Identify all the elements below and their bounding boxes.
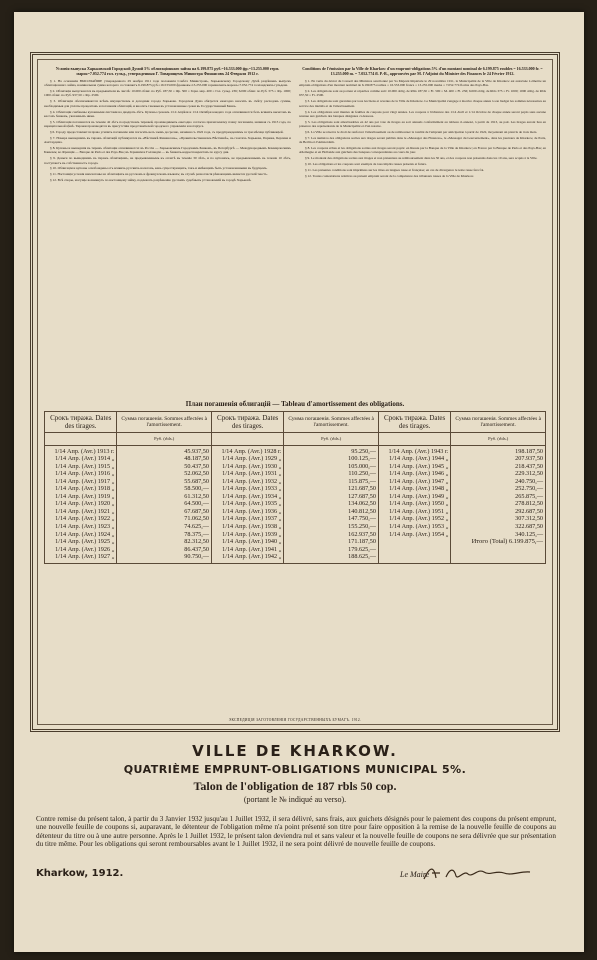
tirage-date: 1/14 Апр. (Avr.) 1950 „ — [389, 500, 449, 508]
russian-conditions — [44, 66, 291, 396]
tirage-date: 1/14 Апр. (Avr.) 1946 „ — [389, 470, 449, 478]
tirage-date: 1/14 Апр. (Avr.) 1928 г. — [221, 447, 282, 455]
tirage-date: 1/14 Апр. (Avr.) 1938 „ — [222, 523, 282, 531]
paragraph: § 5. Облигаціи погашаются въ теченіе 42 лѣтъ посредствомъ тиражей, производимыхъ ежегодно согласно прилагаемому плану погашенія, начиная съ 1913 года, по нарицательной цѣнѣ. Тиражи производятся въ присутствіи представителей городского управленія и нотаріуса. — [44, 119, 291, 129]
amortization-sum: 292.687,50 — [515, 507, 543, 515]
tirage-date: 1/14 Апр. (Avr.) 1921 „ — [55, 507, 115, 515]
tirage-date: 1/14 Апр. (Avr.) 1935 „ — [222, 500, 282, 508]
conditions-inner-frame — [37, 59, 553, 725]
tirage-date: 1/14 Апр. (Avr.) 1934 „ — [222, 492, 282, 500]
amortization-sum: 134.062,50 — [348, 500, 376, 508]
paragraph: § 11. Настоящія условія напечатаны на облигаціяхъ на русскомъ и французскомъ языкахъ; въ случаѣ разногласія рѣшающимъ является русскій текстъ. — [50, 172, 268, 177]
paragraph: § 7. Номера вышедшихъ въ тиражъ облигацій публикуются въ «Вѣстникѣ Финансовъ», «Правительственномъ Вѣстникѣ», въ газетахъ Харькова, Парижа, Берлина и Амстердама. — [44, 135, 291, 145]
paragraph: § 7. Les numéros des obligations sorties aux tirages seront publiés dans le «Messager des Finances», le «Messager du Gouvernement», dans les journaux de Kharkow, de Paris, de Berlin et d'Amsterdam. — [299, 135, 546, 145]
date-header-3: Срокъ тиража. Dates des tirages. — [378, 412, 450, 433]
tirage-date: 1/14 Апр. (Avr.) 1913 г. — [54, 447, 115, 455]
amortization-table-title: План погашенія облигацій — Tableau d'amortissement des obligations. — [185, 400, 405, 408]
amortization-sum: 61.312,50 — [184, 492, 209, 500]
talon-title-block — [30, 742, 560, 804]
amortization-sum: 67.687,50 — [184, 507, 209, 515]
tirage-date: 1/14 Апр. (Avr.) 1924 „ — [55, 530, 115, 538]
amortization-sum: 252.750,— — [515, 485, 543, 493]
amortization-sum: 48.187,50 — [184, 455, 209, 463]
tirage-date: 1/14 Апр. (Avr.) 1916 „ — [55, 470, 115, 478]
french-conditions-body — [299, 79, 546, 178]
sums-block-3-list — [453, 448, 543, 539]
unit-spacer-1 — [45, 433, 117, 446]
tirage-date: 1/14 Апр. (Avr.) 1930 „ — [222, 462, 282, 470]
tirage-date: 1/14 Апр. (Avr.) 1943 г. — [388, 447, 449, 455]
french-conditions — [299, 66, 546, 396]
paragraph: § 12. Всѣ споры, могущіе возникнуть по настоящему займу, подлежатъ разрѣшенію русскихъ судебныхъ установленій въ городѣ Харьковѣ. — [50, 178, 252, 183]
mayor-signature-icon — [420, 862, 535, 884]
amortization-sum: 127.687,50 — [348, 492, 376, 500]
years-block-3 — [378, 445, 450, 563]
tirage-date: 1/14 Апр. (Avr.) 1942 „ — [222, 553, 282, 561]
place-date: Kharkow, 1912. — [36, 868, 124, 879]
talon-title: Talon de l'obligation de 187 rbls 50 cop. — [193, 779, 397, 793]
amortization-sum: 155.250,— — [348, 523, 376, 531]
amortization-sum: 82.312,50 — [184, 538, 209, 546]
amortization-sum: 45.937,50 — [184, 447, 209, 455]
amortization-sum: 198.187,50 — [515, 447, 543, 455]
sum-header-2: Сумма погашенія. Sommes affectées à l'amortissement. — [284, 412, 379, 433]
amortization-sum: 55.687,50 — [184, 477, 209, 485]
unit-label-1: Руб. (rbls.) — [117, 433, 212, 446]
sum-header-3: Сумма погашенія. Sommes affectées à l'amortissement. — [451, 412, 546, 433]
amortization-header-row — [45, 412, 546, 433]
amortization-sum: 240.750,— — [515, 477, 543, 485]
tirage-date: 1/14 Апр. (Avr.) 1929 „ — [222, 455, 282, 463]
russian-conditions-header: Условія выпуска Харьковской Городской Думой 5% облигаціоннаго займа на 6.199.875 руб.=16.533.000 фр.=13.255.000 герм. марок=7.052.774 гол. гульд., утвержденныя Г. Товарищемъ Министра Финансовъ 24 Февраля 1912 г. — [55, 66, 280, 76]
tirage-date: 1/14 Апр. (Avr.) 1925 „ — [55, 538, 115, 546]
paragraph: § 5. Les obligations sont amortissables en 42 ans par voie de tirages au sort annuels conformément au tableau ci-annexé, à partir de 1913, au pair. Les tirages auront lieu en présence des représentants de la Municipalité et d'un notaire. — [299, 119, 546, 129]
amortization-sum: 52.062,50 — [184, 470, 209, 478]
tirage-date: 1/14 Апр. (Avr.) 1945 „ — [389, 462, 449, 470]
amortization-sum: 121.687,50 — [348, 485, 376, 493]
years-block-2 — [211, 445, 283, 563]
tirage-date: 1/14 Апр. (Avr.) 1937 „ — [222, 515, 282, 523]
tirage-date: 1/14 Апр. (Avr.) 1936 „ — [222, 507, 282, 515]
signature-label: Le Maire — [400, 870, 430, 879]
paragraph: § 1. На основаніи ВЫСОЧАЙШЕ утвержденнаго 29 ноября 1911 года положенія Совѣта Министровъ, Харьковскому Городскому Думѣ разрѣшенъ выпускъ облигаціоннаго займа, номинальная сумма котораго составляетъ 6.199.875 руб.=16.533.000 франковъ=13.255.000 германскихъ марокъ=7.052.774 голландскихъ гульдена. — [44, 79, 291, 88]
amortization-sum: 115.875,— — [348, 477, 376, 485]
paragraph: § 11. Les présentes conditions sont imprimées sur les titres en langues russe et française; en cas de divergence le texte russe fera foi. — [305, 167, 485, 172]
paragraph: § 8. Купоны и вышедшія въ тиражъ облигаціи оплачиваются: въ Россіи — Харьковскимъ Городскимъ Банкомъ, въ Петербургѣ — Международнымъ Коммерческимъ Банкомъ; во Франціи — Banque de Paris et des Pays-Bas; въ Германіи и Голландіи — въ банкахъ-корреспондентахъ по курсу дня. — [44, 146, 291, 155]
paragraph: § 3. Les obligations sont garanties par tous les biens et revenus de la Ville de Kharkow. La Municipalité s'engage à inscrire chaque année à son budget les sommes nécessaires au service des intérêts et de l'amortissement. — [299, 99, 546, 108]
amortization-sum: 86.437,50 — [184, 545, 209, 553]
paragraph: § 12. Toutes contestations relatives au présent emprunt seront de la compétence des tribunaux russes de la Ville de Kharkow. — [305, 173, 474, 178]
amortization-sum: 50.437,50 — [184, 462, 209, 470]
tirage-date: 1/14 Апр. (Avr.) 1947 „ — [389, 477, 449, 485]
conditions-columns — [44, 66, 546, 396]
paragraph: § 2. Облигаціи выпускаются въ предъявителя въ числѣ: 10.000 облиг. по Руб. 187,50 = Фр. 500 = Герм. мар. 400 = Гол. гульд. 236; 6.000 облиг. по Руб. 375 = Фр. 1000; 1000 облиг. по Руб. 937,50 = Фр. 2500. — [44, 89, 291, 98]
tirage-date: 1/14 Апр. (Avr.) 1948 „ — [389, 485, 449, 493]
tirage-date: 1/14 Апр. (Avr.) 1949 „ — [389, 492, 449, 500]
total-value: 6.199.875,— — [508, 538, 543, 546]
paragraph: § 4. Les obligations sont munies de feuilles de coupons pour vingt années. Les coupons à l'échéance des 1/14 Avril et 1/14 Octobre de chaque année seront payés sans aucune retenue aux guichets des banques désignées ci-dessous. — [299, 109, 546, 118]
paragraph: § 10. Les obligations et les coupons sont exempts de tous impôts russes présents et futurs. — [305, 162, 427, 167]
tirage-date: 1/14 Апр. (Avr.) 1914 „ — [55, 455, 115, 463]
emprunt-subtitle: QUATRIÈME EMPRUNT-OBLIGATIONS MUNICIPAL 5%. — [123, 763, 467, 776]
sums-block-3 — [451, 445, 546, 563]
printer-imprint: ЭКСПЕДИЦІЯ ЗАГОТОВЛЕНІЯ ГОСУДАРСТВЕННЫХЪ БУМАГЪ. 1912. — [228, 718, 362, 722]
date-header-1: Срокъ тиража. Dates des tirages. — [45, 412, 117, 433]
tirage-date: 1/14 Апр. (Avr.) 1944 „ — [389, 455, 449, 463]
russian-conditions-body — [44, 79, 291, 182]
amortization-sum: 162.937,50 — [348, 530, 376, 538]
city-title: VILLE DE KHARKOW. — [192, 742, 398, 760]
amortization-sum: 95.250,— — [351, 447, 376, 455]
paragraph: § 4. Облигаціи снабжены купонными листами на двадцать лѣтъ. Купоны срокомъ 1/14 Апрѣля и 1/14 Октября каждаго года оплачиваются безъ всякихъ вычетовъ въ кассахъ банковъ, указанныхъ ниже. — [44, 109, 291, 118]
amortization-sum: 179.625,— — [348, 545, 376, 553]
tirage-date: 1/14 Апр. (Avr.) 1920 „ — [55, 500, 115, 508]
date-header-2: Срокъ тиража. Dates des tirages. — [211, 412, 283, 433]
sums-block-2 — [284, 445, 379, 563]
tirage-date: 1/14 Апр. (Avr.) 1940 „ — [222, 538, 282, 546]
unit-label-3: Руб. (rbls.) — [451, 433, 546, 446]
amortization-sum: 110.250,— — [348, 470, 376, 478]
sums-block-1 — [117, 445, 212, 563]
amortization-sum: 188.625,— — [348, 553, 376, 561]
paragraph: § 10. Облигаціи и купоны освобождены отъ всякихъ русскихъ налоговъ, какъ существующихъ, такъ и имѣющихъ быть установленными въ будущемъ. — [50, 166, 268, 171]
amortization-sum: 307.312,50 — [515, 515, 543, 523]
tirage-date: 1/14 Апр. (Avr.) 1933 „ — [222, 485, 282, 493]
amortization-unit-row — [45, 433, 546, 446]
conditions-frame — [30, 52, 560, 732]
paragraph: § 6. La Ville se réserve le droit de renforcer l'amortissement ou de rembourser la totalité de l'emprunt par anticipation à partir de 1922, moyennant un préavis de trois mois. — [305, 129, 538, 134]
tirage-date: 1/14 Апр. (Avr.) 1926 „ — [55, 545, 115, 553]
tirage-date: 1/14 Апр. (Avr.) 1954 „ — [389, 530, 449, 538]
amortization-sum: 105.000,— — [348, 462, 376, 470]
amortization-sum: 64.500,— — [184, 500, 209, 508]
amortization-sum: 171.187,50 — [348, 538, 376, 546]
tirage-date: 1/14 Апр. (Avr.) 1919 „ — [55, 492, 115, 500]
amortization-sum: 340.125,— — [515, 530, 543, 538]
amortization-sum: 322.687,50 — [515, 523, 543, 531]
paragraph: § 6. Городу предоставляется право усилить погашеніе или погасить весь заемъ досрочно, начиная съ 1922 года, съ предупрежденіемъ за три мѣсяца публикаціей. — [50, 129, 284, 134]
tirage-date: 1/14 Апр. (Avr.) 1922 „ — [55, 515, 115, 523]
amortization-sum: 90.750,— — [184, 553, 209, 561]
amortization-sum: 100.125,— — [348, 455, 376, 463]
amortization-sum: 140.812,50 — [348, 507, 376, 515]
paragraph: § 9. Le montant des obligations sorties aux tirages et non présentées au remboursement dans les 30 ans, et des coupons non présentés dans les 10 ans, sera acquis à la Ville. — [305, 156, 538, 161]
total-label: Итого (Total) — [471, 538, 508, 546]
amortization-sum: 78.375,— — [184, 530, 209, 538]
amortization-sum: 229.312,50 — [515, 470, 543, 478]
tirage-date: 1/14 Апр. (Avr.) 1939 „ — [222, 530, 282, 538]
tirage-date: 1/14 Апр. (Avr.) 1951 „ — [389, 507, 449, 515]
amortization-sum: 147.750,— — [348, 515, 376, 523]
tirage-date: 1/14 Апр. (Avr.) 1941 „ — [222, 545, 282, 553]
amortization-sum: 278.812,50 — [515, 500, 543, 508]
sum-header-1: Сумма погашенія. Sommes affectées à l'amortissement. — [117, 412, 212, 433]
paragraph: § 8. Les coupons échus et les obligations sorties aux tirages seront payés: en Russie par la Banque de la Ville de Kharkow; en France par la Banque de Paris et des Pays-Bas; en Allemagne et en Hollande aux guichets des banques correspondantes au cours du jour. — [299, 146, 546, 155]
amortization-sum: 74.625,— — [184, 523, 209, 531]
paragraph: § 9. Деньги по вышедшимъ въ тиражъ облигаціямъ, не предъявленнымъ къ оплатѣ въ теченіе 30 лѣтъ, и по купонамъ, не предъявленнымъ въ теченіе 10 лѣтъ, поступаютъ въ собственность города. — [44, 156, 291, 165]
tirage-date: 1/14 Апр. (Avr.) 1927 „ — [55, 553, 115, 561]
amortization-sum: 265.875,— — [515, 492, 543, 500]
unit-spacer-3 — [378, 433, 450, 446]
talon-note: (portant le № indiqué au verso). — [243, 795, 347, 804]
talon-notice: Contre remise du présent talon, à partir du 3 Janvier 1932 jusqu'au 1 Juillet 1932, il sera délivré, sans frais, aux guichets désignés pour le paiement des coupons du présent emprunt, une nouvelle feuille de coupons si, auparavant, le détenteur de l'obligation même n'a point présenté son titre pour faire opposition à la remise de la nouvelle feuille de coupons au détenteur du titre ou à une autre personne. Après le 1 Juillet 1932, le présent talon deviendra nul et sans valeur et la nouvelle feuille de coupons ne sera délivrée que sur présentation du titre même. Pour les obligations qui seront remboursables avant le 1 Juillet 1932, il ne sera point délivré de nouvelle feuille de coupons. — [36, 815, 556, 849]
tirage-date: 1/14 Апр. (Avr.) 1917 „ — [55, 477, 115, 485]
unit-label-2: Руб. (rbls.) — [284, 433, 379, 446]
paragraph: § 3. Облигаціи обезпечиваются всѣмъ имуществомъ и доходами города Харькова. Городская Дума обязуется ежегодно вносить въ смѣту расходовъ суммы, необходимыя для уплаты процентовъ и погашенія облигацій, и вносить таковыя въ установленные сроки въ Государственный Банкъ. — [44, 99, 291, 108]
french-conditions-header: Conditions de l'émission par la Ville de Kharkow d'un emprunt-obligations 5% d'un montant nominal de 6.199.875 roubles = 16.533.000 fr. = 13.255.000 m. = 7.052.774 fl. P.-B., approuvées par M. l'Adjoint du Ministre des Finances le 24 Février 1912. — [302, 66, 543, 76]
amortization-sum: 58.500,— — [184, 485, 209, 493]
amortization-table — [44, 411, 546, 564]
tirage-date: 1/14 Апр. (Avr.) 1918 „ — [55, 485, 115, 493]
tirage-date: 1/14 Апр. (Avr.) 1952 „ — [389, 515, 449, 523]
years-block-1 — [45, 445, 117, 563]
tirage-date: 1/14 Апр. (Avr.) 1915 „ — [55, 462, 115, 470]
tirage-date: 1/14 Апр. (Avr.) 1953 „ — [389, 523, 449, 531]
tirage-date: 1/14 Апр. (Avr.) 1931 „ — [222, 470, 282, 478]
unit-spacer-2 — [211, 433, 283, 446]
amortization-sum: 207.937,50 — [515, 455, 543, 463]
paragraph: § 2. Les obligations sont au porteur et réparties comme suit: 10.000 oblig. de Rbls 187,50 = Fr. 500 = M. 400 = Fl. 236; 6.000 oblig. de Rbls 375 = Fr. 1000; 1000 oblig. de Rbls 937,50 = Fr. 2500. — [299, 89, 546, 98]
tirage-date: 1/14 Апр. (Avr.) 1932 „ — [222, 477, 282, 485]
tirage-date: 1/14 Апр. (Avr.) 1923 „ — [55, 523, 115, 531]
paragraph: § 1. En vertu du décret du Conseil des Ministres sanctionné par Sa Majesté Impériale le 29 novembre 1911, la Municipalité de la Ville de Kharkow est autorisée à émettre un emprunt-obligations d'un montant nominal de 6.199.875 roubles = 16.533.000 francs = 13.255.000 marks = 7.052.774 florins des Pays-Bas. — [299, 79, 546, 88]
amortization-sum: 218.437,50 — [515, 462, 543, 470]
total-line — [453, 538, 543, 546]
amortization-data-row — [45, 445, 546, 563]
amortization-sum: 71.062,50 — [184, 515, 209, 523]
